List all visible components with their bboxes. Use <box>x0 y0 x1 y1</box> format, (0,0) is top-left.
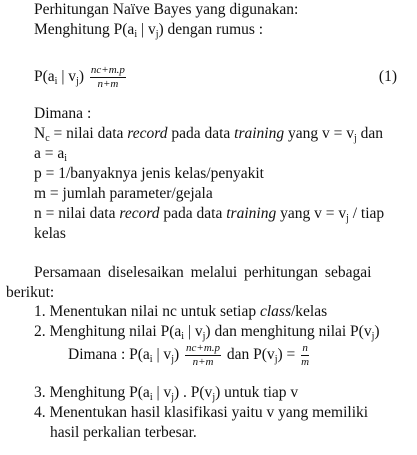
step-2-fraction: $\frac{nc+m.p}{n+m}$ <box>186 341 221 368</box>
step-2-dimana: Dimana : $P(a_i$ | $v_j$) $\frac{nc+m.p}{n+m}$ dan $P(v_j)$ = $\frac{n}{m}$ <box>68 341 310 368</box>
definition-n-cont: kelas <box>34 225 66 242</box>
formula-intro-line: Menghitung $P(a_i$ | $v_j$) dengan rumus : <box>34 21 264 40</box>
step-2: 2. Menghitung nilai $P(a_i$ | $v_j$) dan menghitung nilai $P(v_j)$ <box>34 323 380 342</box>
definition-nc-cont: $a = a_i$ <box>34 145 68 164</box>
definition-p: p = 1/banyaknya jenis kelas/penyakit <box>34 165 264 182</box>
equation-number: (1) <box>378 68 397 85</box>
dimana-heading: Dimana : <box>34 105 92 122</box>
definition-n: n = nilai data record pada data training yang $v = v_j$ / tiap <box>34 205 385 224</box>
step-3: 3. Menghitung $P(a_i$ | $v_j$) . $P(v_j)$ untuk tiap v <box>34 384 299 403</box>
persamaan-line: Persamaan diselesaikan melalui perhitungan sebagai <box>34 264 372 281</box>
step-4: 4. Menentukan hasil klasifikasi yaitu v yang memiliki <box>34 404 369 421</box>
berikut-line: berikut: <box>6 284 55 301</box>
definition-m: m = jumlah parameter/gejala <box>34 185 213 202</box>
step-2-fraction-2: $\frac{n}{m}$ <box>301 341 310 368</box>
definition-nc: $N_c$ = nilai data record pada data training yang $v = v_j$ dan <box>34 125 384 144</box>
step-1: 1. Menentukan nilai nc untuk setiap class/kelas <box>34 303 328 320</box>
formula-equation: $P(a_i$ | $v_j$) $\frac{nc+m.p}{n+m}$ (1) <box>34 62 407 92</box>
formula-fraction: $\frac{nc+m.p}{n+m}$ <box>90 63 125 90</box>
intro-line: Perhitungan Naïve Bayes yang digunakan: <box>34 1 299 18</box>
step-4-cont: hasil perkalian terbesar. <box>50 424 197 441</box>
